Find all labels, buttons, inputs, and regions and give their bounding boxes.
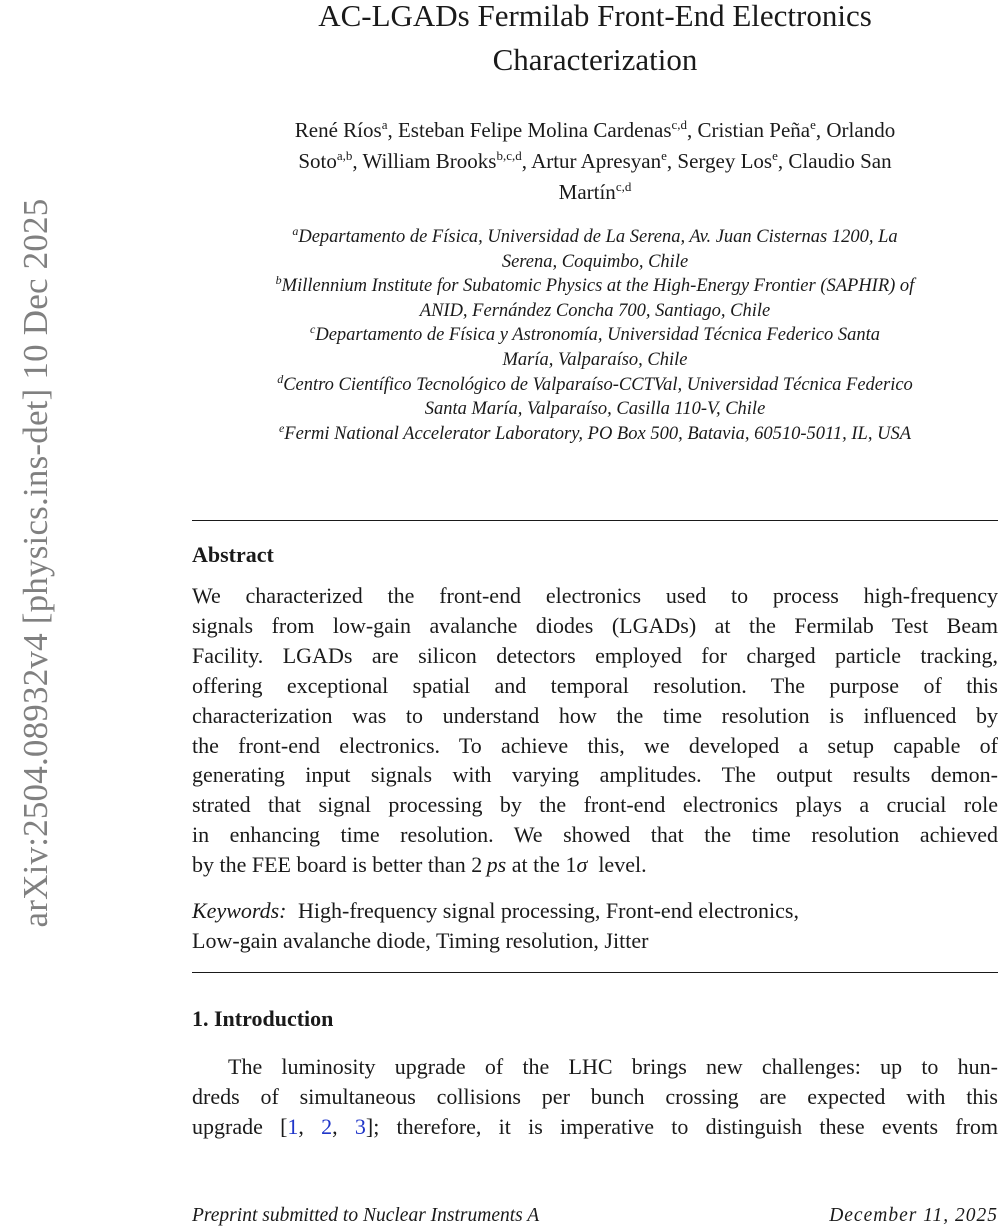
author: Esteban Felipe Molina Cardenas$^{c,d}$ xyxy=(397,117,688,142)
abstract-heading: Abstract xyxy=(192,542,274,567)
introduction-heading: 1. Introduction xyxy=(192,1006,334,1031)
affiliation-d: $^d$Centro Científico Tecnológico de Valparaíso-CCTVal, Universidad Técnica Federico xyxy=(277,371,913,395)
author: René Ríos$^a$ xyxy=(294,117,388,142)
keywords-line-2: Low-gain avalanche diode, Timing resolution, Jitter xyxy=(192,927,649,953)
affiliation-e: $^e$Fermi National Accelerator Laboratory, PO Box 500, Batavia, 60510-5011, IL, USA xyxy=(278,420,912,444)
author: Artur Apresyan$^e$ xyxy=(531,148,667,173)
citation-link-2[interactable]: 2 xyxy=(321,1113,333,1139)
abstract-bottom-rule xyxy=(192,972,998,973)
abstract-last-line: by the FEE board is better than 2 ps at the 1σ level. xyxy=(192,852,647,878)
intro-line: The luminosity upgrade of the LHC brings new challenges: up to hun- xyxy=(228,1054,998,1079)
affiliation-b-cont: ANID, Fernández Concha 700, Santiago, Chile xyxy=(419,300,771,321)
abstract-top-rule xyxy=(192,520,998,521)
sigma-symbol: σ xyxy=(576,852,588,878)
author: Cristian Peña$^e$ xyxy=(697,117,816,142)
author: Sergey Los$^e$ xyxy=(677,148,778,173)
author-list xyxy=(192,115,998,208)
abstract-line: generating input signals with varying amplitudes. The output results demon- xyxy=(192,762,998,788)
footer-date: December 11, 2025 xyxy=(829,1205,998,1226)
citation-link-1[interactable]: 1 xyxy=(287,1113,299,1139)
keywords-line-1: Keywords: High-frequency signal processing, Front-end electronics, xyxy=(192,898,799,923)
preprint-note: Preprint submitted to Nuclear Instruments A xyxy=(192,1205,540,1226)
abstract-line: strated that signal processing by the front-end electronics plays a crucial role xyxy=(192,792,998,818)
unit-ps: ps xyxy=(486,852,507,878)
abstract-line: Facility. LGADs are silicon detectors employed for charged particle tracking, xyxy=(192,642,998,668)
affiliation-d-cont: Santa María, Valparaíso, Casilla 110-V, Chile xyxy=(424,399,766,420)
author-first-name: Claudio San xyxy=(788,149,892,173)
intro-line: upgrade [1, 2, 3]; therefore, it is imperative to distinguish these events from xyxy=(192,1113,999,1139)
intro-line: dreds of simultaneous collisions per bunch crossing are expected with this xyxy=(192,1083,998,1109)
affiliation-list xyxy=(192,225,998,446)
author-line-3 xyxy=(192,177,998,208)
author-first-name: Orlando xyxy=(826,118,896,142)
keywords-label: Keywords: xyxy=(192,898,287,923)
affiliation-a: $^a$Departamento de Física, Universidad de La Serena, Av. Juan Cisternas 1200, La xyxy=(292,224,898,247)
affiliation-b: $^b$Millennium Institute for Subatomic Physics at the High-Energy Frontier (SAPHIR) of xyxy=(275,273,915,297)
introduction-text xyxy=(192,1052,998,1142)
citation-link-3[interactable]: 3 xyxy=(354,1113,366,1139)
author: Martín$^{c,d}$ xyxy=(558,179,632,204)
abstract-line: signals from low-gain avalanche diodes (LGADs) at the Fermilab Test Beam xyxy=(192,612,998,638)
arxiv-identifier-stamp: arXiv:2504.08932v4 [physics.ins-det] 10 Dec 2025 xyxy=(16,198,55,928)
abstract-line: characterization was to understand how the time resolution is influenced by xyxy=(192,702,998,728)
author: William Brooks$^{b,c,d}$ xyxy=(362,148,522,173)
author-line-2: Soto$^{a,b}$, William Brooks$^{b,c,d}$, Artur Apresyan$^e$, Sergey Los$^e$, Claudio San xyxy=(298,148,892,173)
title-line-2: Characterization xyxy=(492,42,698,77)
keywords-block xyxy=(192,896,998,956)
abstract-line: We characterized the front-end electronics used to process high-frequency xyxy=(192,583,998,608)
affiliation-c: $^c$Departamento de Física y Astronomía, Universidad Técnica Federico Santa xyxy=(310,322,880,346)
abstract-text xyxy=(192,581,998,880)
abstract-line: in enhancing time resolution. We showed that the time resolution achieved xyxy=(192,822,998,848)
author-line-1: René Ríos$^a$, Esteban Felipe Molina Cardenas$^{c,d}$, Cristian Peña$^e$, Orlando xyxy=(294,117,896,142)
affiliation-a-cont: Serena, Coquimbo, Chile xyxy=(501,251,689,272)
abstract-line: the front-end electronics. To achieve this, we developed a setup capable of xyxy=(192,732,998,758)
title-line-1: AC-LGADs Fermilab Front-End Electronics xyxy=(318,0,872,33)
abstract-line: offering exceptional spatial and temporal resolution. The purpose of this xyxy=(192,672,998,698)
author: Soto$^{a,b}$ xyxy=(298,148,353,173)
affiliation-c-cont: María, Valparaíso, Chile xyxy=(502,349,688,370)
paper-title xyxy=(192,0,998,82)
